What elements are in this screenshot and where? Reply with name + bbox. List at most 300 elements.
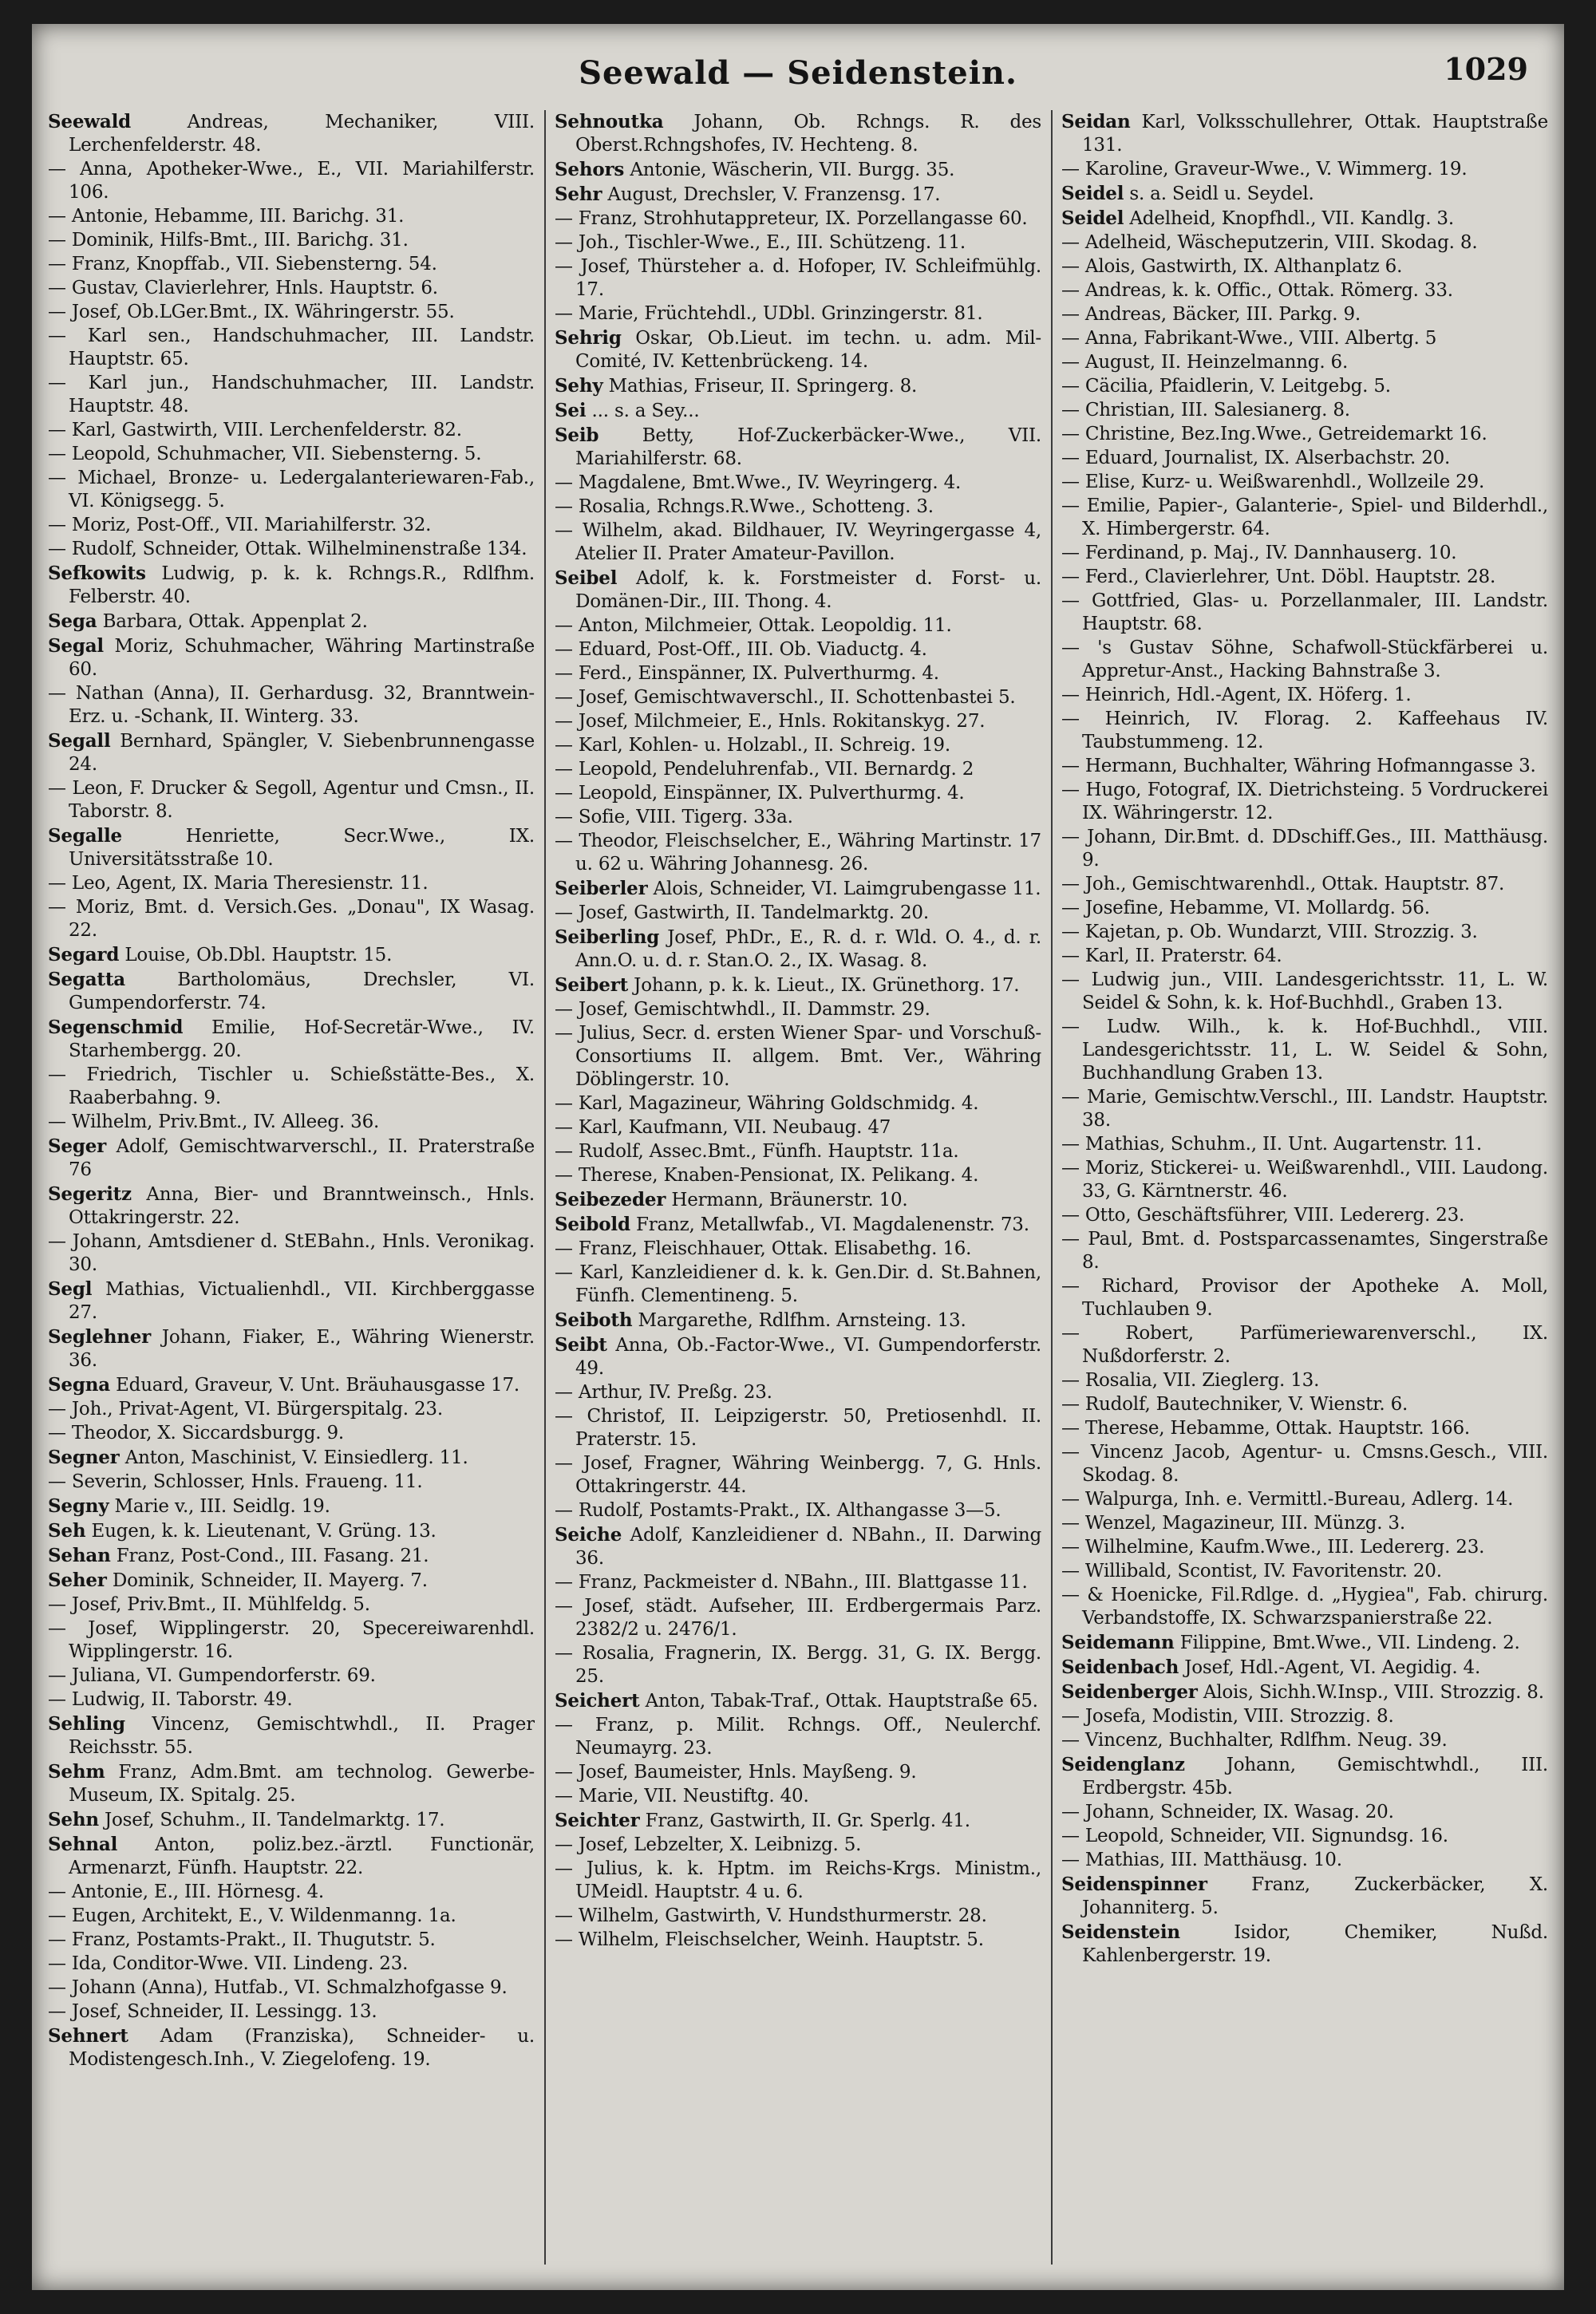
entry-text: — Antonie, Hebamme, III. Barichg. 31.: [48, 206, 405, 227]
entry-text: Eduard, Graveur, V. Unt. Bräuhausgasse 17.: [116, 1375, 520, 1396]
entry-text: — Magdalene, Bmt.Wwe., IV. Weyringerg. 4.: [555, 472, 962, 493]
entry-surname: Seiboth: [555, 1309, 633, 1331]
entry-text: Filippine, Bmt.Wwe., VII. Lindeng. 2.: [1179, 1633, 1520, 1653]
entry-text: — Rudolf, Bautechniker, V. Wienstr. 6.: [1061, 1394, 1408, 1415]
entry-surname: Seger: [48, 1135, 107, 1157]
entry-text: Josef, Schuhm., II. Tandelmarktg. 17.: [105, 1810, 445, 1830]
entry-text: — Josef, Wipplingerstr. 20, Specereiwarenhdl. Wipplingerstr. 16.: [48, 1618, 535, 1662]
directory-entry: [1061, 1086, 1548, 1132]
directory-entry: [555, 1333, 1041, 1380]
entry-text: Johann, p. k. k. Lieut., IX. Grünethorg. 17.: [634, 975, 1020, 996]
entry-text: Marie v., III. Seidlg. 19.: [114, 1496, 330, 1517]
entry-surname: Sehnert: [48, 2025, 128, 2047]
entry-text: — Paul, Bmt. d. Postsparcassenamtes, Singerstraße 8.: [1061, 1229, 1548, 1273]
entry-text: Emilie, Hof-Secretär-Wwe., IV. Starhembergg. 20.: [69, 1017, 535, 1061]
directory-entry: [555, 1092, 1041, 1116]
directory-entry: [1061, 255, 1548, 278]
entry-text: — Marie, Früchtehdl., UDbl. Grinzingerstr. 81.: [555, 303, 983, 324]
entry-text: — Wilhelm, Gastwirth, V. Hundsthurmerstr. 28.: [555, 1905, 987, 1926]
entry-surname: Seichter: [555, 1810, 640, 1831]
entry-text: — Moriz, Bmt. d. Versich.Ges. „Donau", IX Wasag. 22.: [48, 897, 535, 941]
directory-entry: [555, 710, 1041, 733]
directory-entry: [48, 1230, 535, 1277]
directory-entry: [1061, 1705, 1548, 1728]
entry-text: — Christof, II. Leipzigerstr. 50, Pretiosenhdl. II. Praterstr. 15.: [555, 1406, 1041, 1450]
directory-entry: [48, 634, 535, 681]
directory-entry: [1061, 1536, 1548, 1559]
directory-entry: [555, 1785, 1041, 1808]
entry-text: — Friedrich, Tischler u. Schießstätte-Bes., X. Raaberbahng. 9.: [48, 1064, 535, 1108]
directory-entry: [48, 943, 535, 967]
directory-entry: [1061, 1441, 1548, 1487]
entry-surname: Seidenglanz: [1061, 1754, 1185, 1775]
directory-entry: [48, 1471, 535, 1494]
directory-entry: [1061, 590, 1548, 636]
directory-entry: [555, 1262, 1041, 1308]
directory-entry: [555, 424, 1041, 471]
entry-text: — Heinrich, Hdl.-Agent, IX. Höferg. 1.: [1061, 685, 1412, 705]
entry-text: — Josef, Lebzelter, X. Leibnizg. 5.: [555, 1834, 862, 1855]
directory-entry: [555, 1905, 1041, 1928]
directory-entry: [1061, 1133, 1548, 1156]
directory-entry: [48, 1808, 535, 1832]
entry-text: — Heinrich, IV. Florag. 2. Kaffeehaus IV. Taubstummeng. 12.: [1061, 709, 1548, 752]
directory-entry: [48, 372, 535, 418]
directory-entry: [48, 777, 535, 823]
directory-entry: [48, 1688, 535, 1712]
entry-text: — Karl, II. Praterstr. 64.: [1061, 946, 1282, 966]
entry-surname: Seiche: [555, 1524, 622, 1546]
entry-text: Johann, Gemischtwhdl., III. Erdbergstr. 45b.: [1082, 1755, 1548, 1799]
directory-entry: [1061, 873, 1548, 896]
directory-entry: [48, 229, 535, 252]
entry-text: — Rudolf, Postamts-Prakt., IX. Althangasse 3—5.: [555, 1500, 1001, 1521]
entry-text: — Christian, III. Salesianerg. 8.: [1061, 400, 1350, 421]
directory-entry: [1061, 1417, 1548, 1440]
directory-entry: [1061, 231, 1548, 255]
directory-entry: [1061, 945, 1548, 968]
entry-text: Dominik, Schneider, II. Mayerg. 7.: [112, 1570, 428, 1591]
directory-entry: [1061, 1157, 1548, 1203]
directory-entry: [48, 968, 535, 1015]
column-divider: [544, 110, 546, 2265]
entry-text: — Vincenz, Buchhalter, Rdlfhm. Neug. 39.: [1061, 1730, 1448, 1751]
entry-surname: Seidan: [1061, 111, 1131, 132]
entry-text: — Johann, Amtsdiener d. StEBahn., Hnls. Veronikag. 30.: [48, 1231, 535, 1275]
entry-surname: Segna: [48, 1374, 110, 1396]
directory-entry: [555, 902, 1041, 925]
entry-surname: Sehrig: [555, 327, 622, 349]
directory-entry: [1061, 158, 1548, 181]
entry-surname: Sehr: [555, 184, 602, 205]
page-number: 1029: [1444, 51, 1528, 87]
directory-entry: [48, 1183, 535, 1230]
directory-entry: [555, 1452, 1041, 1499]
directory-entry: [48, 1446, 535, 1470]
directory-entry: [48, 1712, 535, 1759]
entry-text: — Karl, Kanzleidiener d. k. k. Gen.Dir. d. St.Bahnen, Fünfh. Clementineng. 5.: [555, 1262, 1041, 1306]
entry-text: — Wilhelm, Priv.Bmt., IV. Alleeg. 36.: [48, 1112, 380, 1132]
column-1: [48, 110, 535, 2265]
entry-text: — Josef, Baumeister, Hnls. Mayßeng. 9.: [555, 1762, 917, 1783]
directory-entry: [555, 110, 1041, 157]
entry-text: — Cäcilia, Pfaidlerin, V. Leitgebg. 5.: [1061, 376, 1391, 397]
entry-surname: Segal: [48, 635, 104, 657]
entry-text: Henriette, Secr.Wwe., IX. Universitätsstraße 10.: [69, 826, 535, 870]
entry-text: — & Hoenicke, Fil.Rdlge. d. „Hygiea", Fab. chirurg. Verbandstoffe, IX. Schwarzspanierstraße 22.: [1061, 1585, 1548, 1629]
directory-entry: [555, 1595, 1041, 1641]
directory-entry: [48, 872, 535, 895]
entry-text: Vincenz, Gemischtwhdl., II. Prager Reichsstr. 55.: [69, 1714, 535, 1758]
entry-text: Josef, PhDr., E., R. d. r. Wld. O. 4., d. r. Ann.O. u. d. r. Stan.O. 2., IX. Wasag. 8.: [575, 927, 1041, 971]
entry-text: Franz, Zuckerbäcker, X. Johanniterg. 5.: [1082, 1874, 1548, 1918]
entry-text: — Therese, Knaben-Pensionat, IX. Pelikang. 4.: [555, 1165, 979, 1186]
directory-entry: [48, 325, 535, 371]
entry-text: Anton, poliz.bez.-ärztl. Functionär, Armenarzt, Fünfh. Hauptstr. 22.: [69, 1834, 535, 1878]
column-3: [1061, 110, 1548, 2265]
entry-surname: Segny: [48, 1495, 109, 1517]
entry-text: Franz, Metallwfab., VI. Magdalenenstr. 73.: [635, 1214, 1029, 1235]
directory-entry: [555, 877, 1041, 901]
entry-text: — Josef, Schneider, II. Lessingg. 13.: [48, 2001, 377, 2022]
directory-entry: [48, 1617, 535, 1664]
entry-text: — Vincenz Jacob, Agentur- u. Cmsns.Gesch., VIII. Skodag. 8.: [1061, 1442, 1548, 1486]
directory-entry: [1061, 921, 1548, 944]
entry-text: — Moriz, Stickerei- u. Weißwarenhdl., VIII. Laudong. 33, G. Kärntnerstr. 46.: [1061, 1158, 1548, 1202]
directory-entry: [1061, 1204, 1548, 1227]
page-header: [32, 24, 1564, 108]
directory-entry: [1061, 1801, 1548, 1824]
directory-entry: [1061, 684, 1548, 707]
directory-entry: [1061, 1322, 1548, 1368]
entry-text: Adam (Franziska), Schneider- u. Modistengesch.Inh., V. Ziegelofeng. 19.: [69, 2026, 535, 2070]
entry-surname: Seibezeder: [555, 1189, 666, 1210]
entry-text: — Karl jun., Handschuhmacher, III. Landstr. Hauptstr. 48.: [48, 373, 535, 417]
entry-text: — Johann (Anna), Hutfab., VI. Schmalzhofgasse 9.: [48, 1977, 508, 1998]
directory-entry: [1061, 1680, 1548, 1704]
entry-surname: Segall: [48, 730, 111, 752]
directory-entry: [1061, 566, 1548, 589]
column-divider: [1051, 110, 1053, 2265]
entry-text: — Franz, Packmeister d. NBahn., III. Blattgasse 11.: [555, 1572, 1028, 1593]
entry-surname: Sehnoutka: [555, 111, 664, 132]
entry-surname: Sefkowits: [48, 563, 146, 584]
entry-surname: Seibt: [555, 1334, 607, 1356]
entry-text: ... s. a Sey...: [591, 401, 700, 421]
directory-entry: [48, 443, 535, 466]
directory-entry: [48, 1953, 535, 1976]
directory-entry: [1061, 1656, 1548, 1680]
directory-entry: [1061, 1275, 1548, 1321]
entry-surname: Sehan: [48, 1545, 111, 1566]
entry-text: Johann, Ob. Rchngs. R. des Oberst.Rchngshofes, IV. Hechteng. 8.: [575, 112, 1041, 156]
entry-text: — Gottfried, Glas- u. Porzellanmaler, III. Landstr. Hauptstr. 68.: [1061, 590, 1548, 634]
entry-text: Ludwig, p. k. k. Rchngs.R., Rdlfhm. Felberstr. 40.: [69, 563, 535, 607]
entry-text: — Rosalia, VII. Zieglerg. 13.: [1061, 1370, 1320, 1391]
entry-text: — Moriz, Post-Off., VII. Mariahilferstr. 32.: [48, 515, 432, 535]
directory-entry: [555, 734, 1041, 757]
entry-text: — Anna, Fabrikant-Wwe., VIII. Albertg. 5: [1061, 328, 1437, 349]
entry-text: — Julius, Secr. d. ersten Wiener Spar- und Vorschuß-Consortiums II. allgem. Bmt. Ver., Währing Döblingerstr. 10.: [555, 1023, 1041, 1090]
directory-entry: [555, 1929, 1041, 1952]
directory-entry: [48, 1519, 535, 1543]
entry-text: — Alois, Gastwirth, IX. Althanplatz 6.: [1061, 256, 1403, 277]
entry-text: Anna, Ob.-Factor-Wwe., VI. Gumpendorferstr. 49.: [575, 1335, 1041, 1379]
entry-text: — Nathan (Anna), II. Gerhardusg. 32, Branntwein-Erz. u. -Schank, II. Winterg. 33.: [48, 683, 535, 727]
directory-entry: [1061, 1560, 1548, 1583]
entry-text: — Josef, Gastwirth, II. Tandelmarktg. 20.: [555, 902, 929, 923]
entry-text: — Sofie, VIII. Tigerg. 33a.: [555, 807, 793, 827]
directory-entry: [1061, 303, 1548, 326]
entry-text: — Leopold, Schuhmacher, VII. Siebensterng. 5.: [48, 444, 482, 464]
entry-text: — Josef, Priv.Bmt., II. Mühlfeldg. 5.: [48, 1594, 370, 1615]
entry-surname: Seidel: [1061, 207, 1124, 229]
entry-text: Josef, Hdl.-Agent, VI. Aegidig. 4.: [1184, 1657, 1481, 1678]
directory-page: [32, 24, 1564, 2290]
entry-text: — Josefine, Hebamme, VI. Mollardg. 56.: [1061, 898, 1430, 918]
entry-text: Adelheid, Knopfhdl., VII. Kandlg. 3.: [1129, 208, 1454, 229]
entry-text: — Ida, Conditor-Wwe. VII. Lindeng. 23.: [48, 1953, 409, 1974]
directory-entry: [1061, 1729, 1548, 1752]
directory-entry: [1061, 542, 1548, 565]
entry-surname: Seidenberger: [1061, 1681, 1198, 1703]
directory-entry: [555, 472, 1041, 495]
directory-columns: [48, 110, 1548, 2265]
entry-text: August, Drechsler, V. Franzensg. 17.: [607, 184, 941, 205]
entry-surname: Sehling: [48, 1713, 125, 1735]
entry-text: Adolf, Kanzleidiener d. NBahn., II. Darwing 36.: [575, 1525, 1041, 1569]
directory-entry: [555, 1761, 1041, 1784]
directory-entry: [48, 824, 535, 871]
entry-text: Antonie, Wäscherin, VII. Burgg. 35.: [630, 160, 955, 180]
directory-entry: [555, 1164, 1041, 1187]
directory-entry: [48, 514, 535, 537]
entry-text: — Marie, VII. Neustiftg. 40.: [555, 1786, 809, 1807]
entry-surname: Segeritz: [48, 1183, 132, 1205]
entry-surname: Seichert: [555, 1690, 640, 1712]
directory-entry: [555, 302, 1041, 326]
directory-entry: [1061, 110, 1548, 157]
directory-entry: [555, 1309, 1041, 1333]
entry-text: — Josef, Milchmeier, E., Hnls. Rokitanskyg. 27.: [555, 711, 986, 732]
entry-surname: Seidel: [1061, 183, 1124, 204]
entry-text: — Eduard, Post-Off., III. Ob. Viaductg. 4.: [555, 639, 927, 660]
directory-entry: [555, 806, 1041, 829]
entry-text: — August, II. Heinzelmanng. 6.: [1061, 352, 1349, 373]
directory-entry: [1061, 471, 1548, 494]
entry-surname: Segner: [48, 1447, 120, 1468]
directory-entry: [555, 782, 1041, 805]
directory-entry: [555, 1022, 1041, 1092]
entry-surname: Seher: [48, 1570, 107, 1591]
entry-text: — 's Gustav Söhne, Schafwoll-Stückfärberei u. Appretur-Anst., Hacking Bahnstraße 3.: [1061, 638, 1548, 681]
directory-entry: [1061, 423, 1548, 446]
entry-text: — Antonie, E., III. Hörnesg. 4.: [48, 1882, 325, 1902]
entry-text: Andreas, Mechaniker, VIII. Lerchenfelderstr. 48.: [69, 112, 535, 156]
directory-entry: [48, 1569, 535, 1593]
directory-entry: [555, 1140, 1041, 1163]
directory-entry: [1061, 351, 1548, 374]
entry-text: — Wilhelm, Fleischselcher, Weinh. Hauptstr. 5.: [555, 1929, 984, 1950]
entry-text: — Julius, k. k. Hptm. im Reichs-Krgs. Ministm., UMeidl. Hauptstr. 4 u. 6.: [555, 1858, 1041, 1902]
directory-entry: [555, 1499, 1041, 1522]
entry-text: — Walpurga, Inh. e. Vermittl.-Bureau, Adlerg. 14.: [1061, 1489, 1514, 1510]
directory-entry: [48, 538, 535, 561]
directory-entry: [48, 301, 535, 324]
entry-text: — Franz, Postamts-Prakt., II. Thugutstr. 5.: [48, 1929, 436, 1950]
entry-surname: Seidenstein: [1061, 1921, 1180, 1943]
entry-text: — Wilhelmine, Kaufm.Wwe., III. Ledererg. 23.: [1061, 1537, 1485, 1558]
directory-entry: [48, 1325, 535, 1372]
directory-entry: [1061, 447, 1548, 470]
directory-entry: [1061, 327, 1548, 350]
directory-entry: [48, 682, 535, 729]
directory-entry: [1061, 897, 1548, 920]
entry-text: — Wenzel, Magazineur, III. Münzg. 3.: [1061, 1513, 1405, 1534]
directory-entry: [555, 207, 1041, 231]
entry-text: — Therese, Hebamme, Ottak. Hauptstr. 166.: [1061, 1418, 1470, 1439]
entry-text: — Kajetan, p. Ob. Wundarzt, VIII. Strozzig. 3.: [1061, 922, 1478, 942]
directory-entry: [48, 1373, 535, 1397]
entry-text: Eugen, k. k. Lieutenant, V. Grüng. 13.: [91, 1521, 437, 1542]
entry-text: — Franz, p. Milit. Rchngs. Off., Neulerchf. Neumayrg. 23.: [555, 1715, 1041, 1759]
directory-entry: [1061, 708, 1548, 754]
directory-entry: [555, 1809, 1041, 1833]
entry-surname: Segard: [48, 944, 120, 965]
entry-text: Anton, Tabak-Traf., Ottak. Hauptstraße 65.: [645, 1691, 1038, 1712]
entry-text: — Joh., Privat-Agent, VI. Bürgerspitalg. 23.: [48, 1399, 443, 1420]
directory-entry: [48, 1905, 535, 1928]
column-2: [555, 110, 1041, 2265]
directory-entry: [1061, 1921, 1548, 1968]
entry-text: — Karl, Kaufmann, VII. Neubaug. 47: [555, 1117, 891, 1138]
directory-entry: [1061, 1228, 1548, 1274]
entry-text: Hermann, Bräunerstr. 10.: [671, 1190, 908, 1210]
directory-entry: [48, 1664, 535, 1688]
directory-entry: [48, 1016, 535, 1063]
entry-text: Karl, Volksschullehrer, Ottak. Hauptstraße 131.: [1082, 112, 1548, 156]
entry-text: — Marie, Gemischtw.Verschl., III. Landstr. Hauptstr. 38.: [1061, 1087, 1548, 1131]
directory-entry: [555, 1834, 1041, 1857]
directory-entry: [555, 973, 1041, 997]
directory-entry: [48, 1422, 535, 1445]
directory-entry: [555, 1571, 1041, 1594]
entry-text: Bartholomäus, Drechsler, VI. Gumpendorferstr. 74.: [69, 969, 535, 1013]
directory-entry: [48, 2024, 535, 2071]
entry-text: Isidor, Chemiker, Nußd. Kahlenbergerstr. 19.: [1082, 1922, 1548, 1966]
directory-entry: [555, 1213, 1041, 1237]
entry-text: — Josef, Ob.LGer.Bmt., IX. Währingerstr. 55.: [48, 302, 455, 322]
directory-entry: [1061, 1016, 1548, 1085]
entry-surname: Seibold: [555, 1214, 630, 1235]
entry-text: — Josef, Gemischtwaverschl., II. Schottenbastei 5.: [555, 687, 1016, 708]
entry-text: — Karl sen., Handschuhmacher, III. Landstr. Hauptstr. 65.: [48, 326, 535, 369]
entry-surname: Seiberler: [555, 878, 648, 899]
entry-text: Bernhard, Spängler, V. Siebenbrunnengasse 24.: [69, 731, 535, 775]
directory-entry: [48, 277, 535, 300]
directory-entry: [48, 158, 535, 204]
directory-entry: [1061, 1393, 1548, 1416]
directory-entry: [1061, 1488, 1548, 1511]
directory-entry: [48, 253, 535, 276]
entry-text: — Robert, Parfümeriewarenverschl., IX. Nußdorferstr. 2.: [1061, 1323, 1548, 1367]
entry-text: — Anton, Milchmeier, Ottak. Leopoldig. 11.: [555, 615, 952, 636]
entry-text: — Josef, Gemischtwhdl., II. Dammstr. 29.: [555, 999, 930, 1020]
entry-text: Oskar, Ob.Lieut. im techn. u. adm. Mil-Comité, IV. Kettenbrückeng. 14.: [575, 328, 1041, 372]
directory-entry: [555, 1188, 1041, 1212]
directory-entry: [1061, 779, 1548, 825]
entry-text: — Gustav, Clavierlehrer, Hnls. Hauptstr. 6.: [48, 278, 438, 298]
entry-text: Alois, Sichh.W.Insp., VIII. Strozzig. 8.: [1203, 1682, 1544, 1703]
directory-entry: [48, 205, 535, 228]
entry-text: — Leo, Agent, IX. Maria Theresienstr. 11.: [48, 873, 429, 894]
directory-entry: [1061, 375, 1548, 398]
entry-surname: Seh: [48, 1520, 86, 1542]
entry-text: — Ferd., Einspänner, IX. Pulverthurmg. 4.: [555, 663, 939, 684]
entry-text: — Joh., Tischler-Wwe., E., III. Schützeng. 11.: [555, 232, 966, 253]
directory-entry: [48, 1833, 535, 1880]
directory-entry: [555, 519, 1041, 566]
entry-surname: Seglehner: [48, 1326, 152, 1348]
entry-text: — Karl, Magazineur, Währing Goldschmidg. 4.: [555, 1093, 979, 1114]
entry-text: — Ludwig jun., VIII. Landesgerichtsstr. 11, L. W. Seidel & Sohn, k. k. Hof-Buchhdl., Graben 13.: [1061, 969, 1548, 1013]
directory-entry: [555, 1689, 1041, 1713]
directory-entry: [48, 1544, 535, 1568]
directory-entry: [1061, 1369, 1548, 1392]
directory-entry: [48, 419, 535, 442]
entry-text: — Joh., Gemischtwarenhdl., Ottak. Hauptstr. 87.: [1061, 874, 1505, 894]
entry-text: Adolf, k. k. Forstmeister d. Forst- u. Domänen-Dir., III. Thong. 4.: [575, 568, 1041, 612]
entry-text: — Hermann, Buchhalter, Währing Hofmanngasse 3.: [1061, 756, 1536, 776]
entry-text: — Eduard, Journalist, IX. Alserbachstr. 20.: [1061, 448, 1451, 468]
entry-text: Louise, Ob.Dbl. Hauptstr. 15.: [124, 945, 393, 965]
entry-text: Betty, Hof-Zuckerbäcker-Wwe., VII. Mariahilferstr. 68.: [575, 425, 1041, 469]
entry-text: — Adelheid, Wäscheputzerin, VIII. Skodag. 8.: [1061, 232, 1478, 253]
entry-text: — Karl, Gastwirth, VIII. Lerchenfelderstr. 82.: [48, 420, 462, 440]
directory-entry: [48, 467, 535, 513]
entry-text: — Rosalia, Rchngs.R.Wwe., Schotteng. 3.: [555, 496, 934, 517]
directory-entry: [555, 638, 1041, 661]
directory-entry: [555, 374, 1041, 398]
directory-entry: [555, 1116, 1041, 1139]
directory-entry: [555, 614, 1041, 638]
entry-text: Anton, Maschinist, V. Einsiedlerg. 11.: [124, 1447, 468, 1468]
directory-entry: [48, 1976, 535, 2000]
directory-entry: [1061, 399, 1548, 422]
directory-entry: [48, 729, 535, 776]
directory-entry: [555, 758, 1041, 781]
entry-surname: Seewald: [48, 111, 131, 132]
entry-surname: Segatta: [48, 969, 125, 990]
entry-surname: Segl: [48, 1278, 93, 1300]
entry-text: Barbara, Ottak. Appenplat 2.: [102, 611, 368, 632]
directory-entry: [555, 1238, 1041, 1261]
directory-entry: [48, 1929, 535, 1952]
directory-entry: [48, 896, 535, 942]
directory-entry: [555, 1858, 1041, 1904]
entry-text: — Anna, Apotheker-Wwe., E., VII. Mariahilferstr. 106.: [48, 159, 535, 203]
running-title: Seewald — Seidenstein.: [579, 54, 1017, 92]
directory-entry: [1061, 755, 1548, 778]
entry-text: — Leopold, Schneider, VII. Signundsg. 16.: [1061, 1826, 1448, 1846]
directory-entry: [48, 1495, 535, 1518]
directory-entry: [48, 1881, 535, 1904]
entry-surname: Sehnal: [48, 1834, 118, 1855]
directory-entry: [1061, 495, 1548, 541]
entry-surname: Sehm: [48, 1761, 105, 1783]
directory-entry: [1061, 1753, 1548, 1800]
entry-text: — Leon, F. Drucker & Segoll, Agentur und Cmsn., II. Taborstr. 8.: [48, 778, 535, 822]
